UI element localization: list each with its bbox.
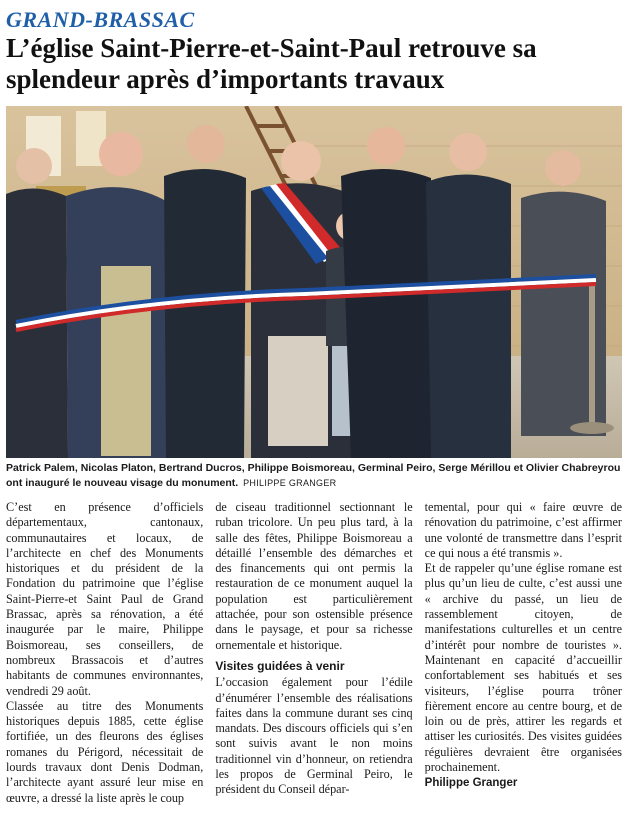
- photo-credit: PHILIPPE GRANGER: [243, 478, 337, 488]
- paragraph: temental, pour qui « faire œuvre de rénovation du patrimoine, c’est affirmer une volonté de transmettre dans l’esprit ce qui nous a été transmis ».: [424, 500, 622, 560]
- paragraph: Et de rappeler qu’une église romane est plus qu’un lieu de culte, c’est aussi une « archive du passé, un lieu de rassemblement citoyen, de manifestations culturelles et un centre d’intérêt pour nombre de touristes ». Maintenant en capacité d’accueillir confortablement ses habitués et ses visiteurs, l’église pourra trôner fièrement encore au centre bourg, et de loin ou de près, attirer les regards et attiser les curiosités. Des visites guidées régulières devraient être organisées prochainement.: [424, 561, 622, 775]
- photo-caption: [6, 461, 622, 491]
- article-photo: [6, 106, 622, 458]
- paragraph: Classée au titre des Monuments historiques depuis 1885, cette église fortifiée, un des fleurons des églises romanes du Périgord, nécessitait de lourds travaux dont Denis Dodman, l’architecte ayant assuré leur mise en œuvre, a dressé la liste après le coup: [6, 698, 204, 805]
- article-column-2: [215, 500, 412, 818]
- article-column-1: [6, 500, 203, 818]
- article-body: [6, 500, 622, 818]
- article-column-3: [425, 500, 622, 818]
- section-kicker: GRAND-BRASSAC: [6, 7, 195, 32]
- caption-names: Patrick Palem, Nicolas Platon, Bertrand Ducros, Philippe Boismoreau, Germinal Peiro, Serge Mérillou et Olivier Chabreyrou ont inauguré le nouveau visage du monument.: [6, 462, 621, 489]
- article-headline: L’église Saint-Pierre-et-Saint-Paul retrouve sa splendeur après d’importants travaux: [6, 33, 537, 94]
- paragraph: de ciseau traditionnel sectionnant le ruban tricolore. Un peu plus tard, à la salle des fêtes, Philippe Boismoreau a détaillé l’ensemble des démarches et des financements qui ont permis la restauration de ce monument auquel la population est particulièrement attachée, pour son ostensible présence dans le paysage, et pour sa richesse ornementale et historique.: [215, 500, 413, 652]
- paragraph: L’occasion également pour l’édile d’énumérer l’ensemble des réalisations faites dans la commune durant ses cinq mandats. Des discours officiels qui s’en sont suivis avant le non moins traditionnel vin d’honneur, on retiendra les propos de Germinal Peiro, le président du Conseil dépar-: [215, 675, 413, 797]
- author-byline: Philippe Granger: [424, 777, 518, 790]
- paragraph: C’est en présence d’officiels départementaux, cantonaux, communautaires et locaux, de l’architecte en chef des Monuments historiques et du président de la Fondation du patrimoine que l’église Saint-Pierre-et Saint Paul de Grand Brassac, après sa rénovation, a été inaugurée par le maire, Philippe Boismoreau, ses conseillers, de nombreux Brassacois et d’autres habitants de communes environnantes, vendredi 29 août.: [6, 500, 204, 698]
- article-subhead: Visites guidées à venir: [215, 658, 345, 673]
